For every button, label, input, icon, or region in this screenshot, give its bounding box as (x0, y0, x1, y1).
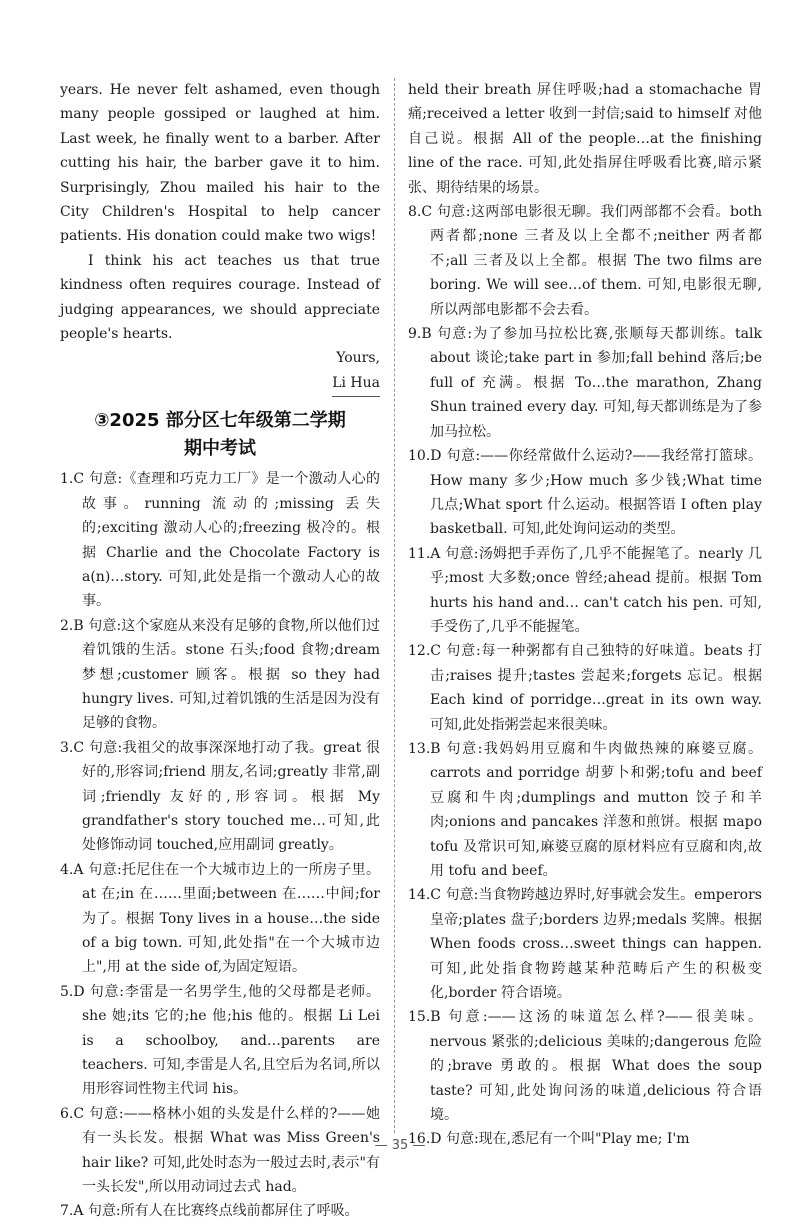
answer-item-14: 14.C 句意:当食物跨越边界时,好事就会发生。emperors 皇帝;plates 盘子;borders 边界;medals 奖牌。根据 When foods cross…sweet things can happen. 可知,此处指食物跨越某种范畴后产生的积极变化,border 符合语境。 (408, 887, 762, 1002)
answer-item-15: 15.B 句意:——这汤的味道怎么样?——很美味。nervous 紧张的;delicious 美味的;dangerous 危险的;brave 勇敢的。根据 What does the soup taste? 可知,此处询问汤的味道,delicious 符合语境。 (408, 1009, 762, 1124)
section-heading-line1: ③2025 部分区七年级第二学期 (94, 410, 346, 432)
answer-item-1: 1.C 句意:《查理和巧克力工厂》是一个激动人心的故事。running 流动的;missing 丢失的;exciting 激动人心的;freezing 极冷的。根据 Charlie and the Chocolate Factory is a(n)…story. 可知,此处是指一个激动人心的故事。 (60, 471, 380, 610)
letter-signature-line (60, 371, 380, 397)
answer-item-10: 10.D 句意:——你经常做什么运动?——我经常打篮球。How many 多少;How much 多少钱;What time 几点;What sport 什么运动。根据答语 I often play basketball. 可知,此处询问运动的类型。 (408, 448, 762, 538)
page-number: — 35 — (374, 1138, 426, 1153)
answer-item-12: 12.C 句意:每一种粥都有自己独特的好味道。beats 打击;raises 提升;tastes 尝起来;forgets 忘记。根据 Each kind of porridge…great in its own way. 可知,此处指粥尝起来很美味。 (408, 643, 762, 733)
answer-item-6: 6.C 句意:——格林小姐的头发是什么样的?——她有一头长发。根据 What was Miss Green's hair like? 可知,此处时态为一般过去时,表示"有一头长发",所以用动词过去式 had。 (60, 1105, 380, 1196)
column-divider (394, 78, 395, 1133)
answer-item-8: 8.C 句意:这两部电影很无聊。我们两部都不会看。both 两者都;none 三者及以上全都不;neither 两者都不;all 三者及以上全都。根据 The two films are boring. We will see…of them. 可知,电影很无聊,所以两部电影都不会去看。 (408, 204, 762, 318)
answer-item-7: 7.A 句意:所有人在比赛终点线前都屏住了呼吸。 (60, 1203, 359, 1220)
answer-item-4: 4.A 句意:托尼住在一个大城市边上的一所房子里。at 在;in 在……里面;between 在……中间;for 为了。根据 Tony lives in a house…the side of a big town. 可知,此处指"在一个大城市边上",用 at the side of,为固定短语。 (60, 861, 380, 976)
left-column (60, 78, 380, 1224)
letter-paragraph-2: I think his act teaches us that true kindness often requires courage. Instead of judging appearances, we should appreciate people's hearts. (60, 252, 380, 343)
answer-item-9: 9.B 句意:为了参加马拉松比赛,张顺每天都训练。talk about 谈论;take part in 参加;fall behind 落后;be full of 充满。根据 To…the marathon, Zhang Shun trained every day. 可知,每天都训练是为了参加马拉松。 (408, 326, 762, 440)
answer-item-2: 2.B 句意:这个家庭从来没有足够的食物,所以他们过着饥饿的生活。stone 石头;food 食物;dream 梦想;customer 顾客。根据 so they had hungry lives. 可知,过着饥饿的生活是因为没有足够的食物。 (60, 617, 380, 732)
right-column (408, 78, 762, 1152)
answer-item-7-continuation: held their breath 屏住呼吸;had a stomachache 胃痛;received a letter 收到一封信;said to himself 对他自己说。根据 All of the people…at the finishing line of the race. 可知,此处指屏住呼吸看比赛,暗示紧张、期待结果的场景。 (408, 82, 762, 196)
letter-signature: Li Hua (332, 371, 380, 397)
answer-item-3: 3.C 句意:我祖父的故事深深地打动了我。great 很好的,形容词;friend 朋友,名词;greatly 非常,副词;friendly 友好的,形容词。根据 My grandfather's story touched me…可知,此处修饰动词 touched,应用副词 greatly。 (60, 739, 380, 854)
answer-item-13: 13.B 句意:我妈妈用豆腐和牛肉做热辣的麻婆豆腐。carrots and porridge 胡萝卜和粥;tofu and beef 豆腐和牛肉;dumplings and mutton 饺子和羊肉;onions and pancakes 洋葱和煎饼。根据 mapo tofu 及常识可知,麻婆豆腐的原材料应有豆腐和肉,故用 tofu and beef。 (408, 740, 762, 879)
letter-paragraph-1: years. He never felt ashamed, even though many people gossiped or laughed at him. Last week, he finally went to a barber. After cutting his hair, the barber gave it to him. Surprisingly, Zhou mailed his hair to the City Children's Hospital to help cancer patients. His donation could make two wigs! (60, 82, 380, 245)
letter-closing: Yours, (336, 350, 380, 367)
answer-item-16: 16.D 句意:现在,悉尼有一个叫"Play me; I'm (408, 1131, 690, 1148)
section-heading-line2: 期中考试 (184, 438, 256, 460)
answer-item-11: 11.A 句意:汤姆把手弄伤了,几乎不能握笔了。nearly 几乎;most 大多数;once 曾经;ahead 提前。根据 Tom hurts his hand and… can't catch his pen. 可知,手受伤了,几乎不能握笔。 (408, 545, 762, 635)
section-heading (60, 407, 380, 463)
answer-item-5: 5.D 句意:李雷是一名男学生,他的父母都是老师。she 她;its 它的;he 他;his 他的。根据 Li Lei is a schoolboy, and…parents are teachers. 可知,李雷是人名,且空后为名词,所以用形容词性物主代词 his。 (60, 983, 380, 1098)
